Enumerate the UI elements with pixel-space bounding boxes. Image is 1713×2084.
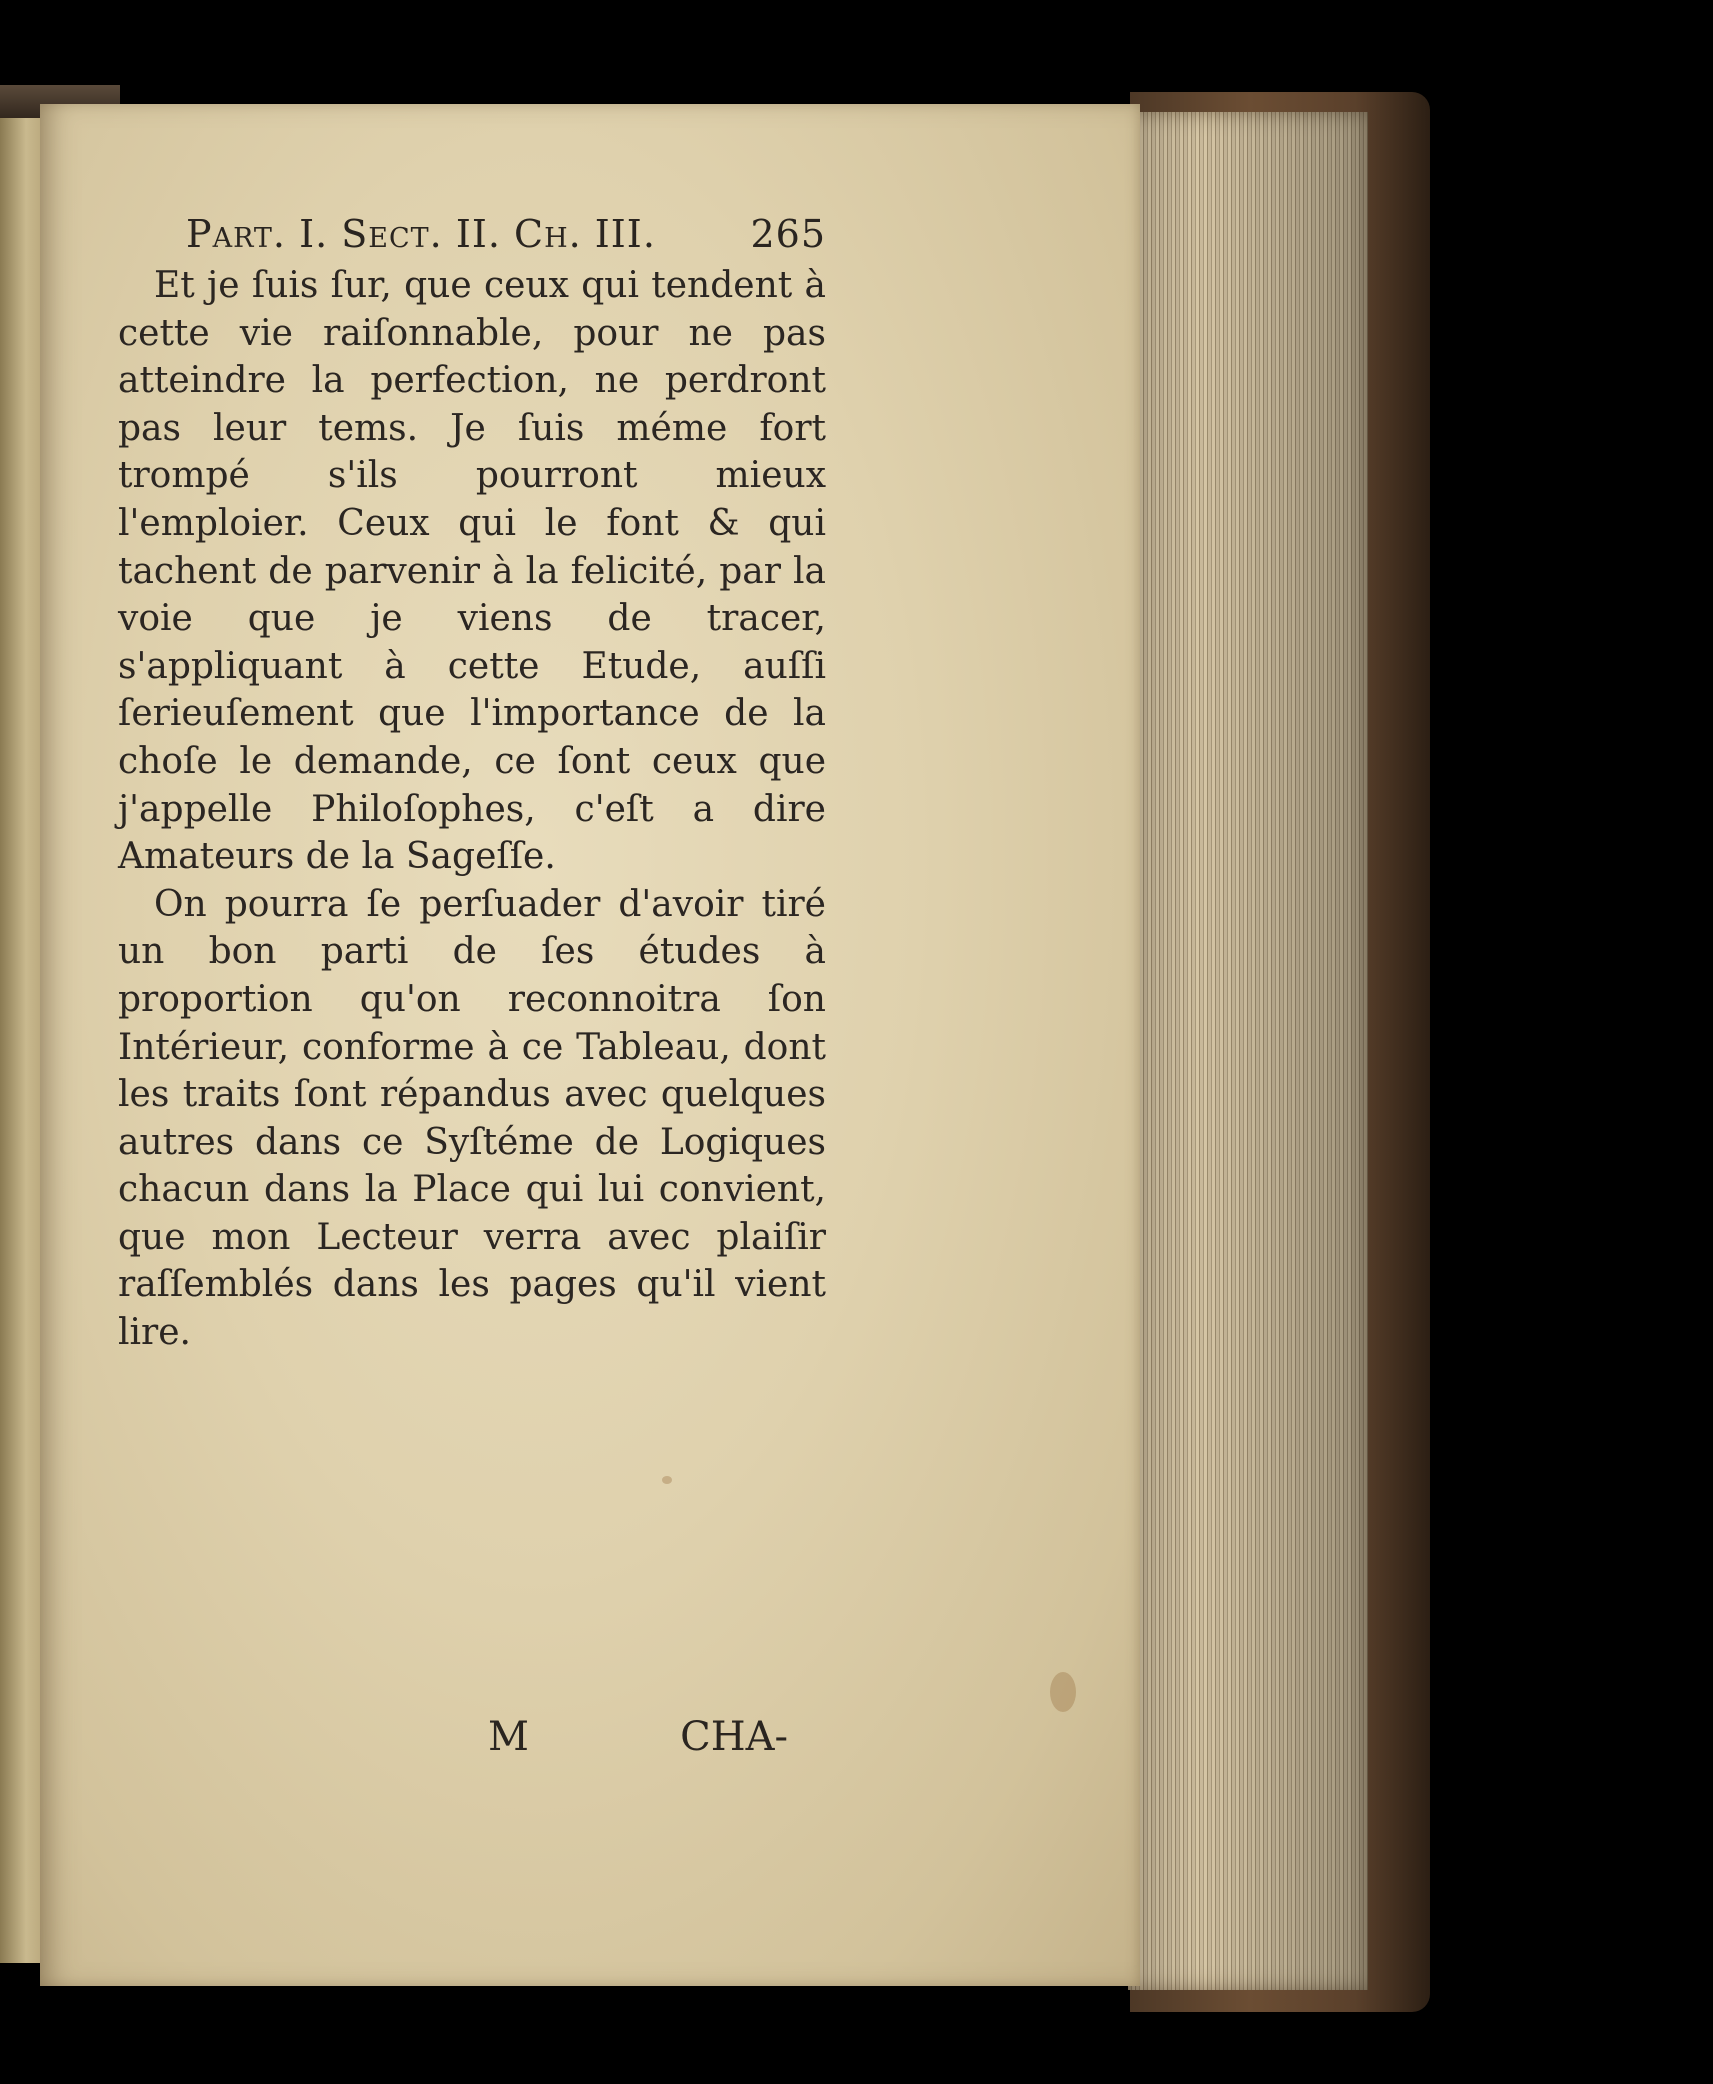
running-head: Part. I. Sect. II. Ch. III. <box>186 212 656 256</box>
page-body <box>118 262 826 1357</box>
paragraph: On pourra ſe perſuader d'avoir tiré un bon parti de ſes études à proportion qu'on reconnoitra ſon Intérieur, conforme à ce Tableau, dont les traits ſont répandus avec quelques autres dans ce Syſtéme de Logiques chacun dans la Place qui lui convient, que mon Lecteur verra avec plaiſir raſſemblés dans les pages qu'il vient lire. <box>118 883 826 1354</box>
catchword: CHA- <box>680 1714 788 1760</box>
signature-mark: M <box>488 1714 529 1760</box>
page-number: 265 <box>750 212 826 256</box>
running-header <box>186 212 826 256</box>
page-block-shade <box>1128 112 1368 1990</box>
page-footer <box>488 1714 788 1760</box>
paragraph: Et je ſuis ſur, que ceux qui tendent à cette vie raiſonnable, pour ne pas atteindre la perfection, ne perdront pas leur tems. Je ſuis méme fort trompé s'ils pourront mieux l'emploier. Ceux qui le font & qui tachent de parvenir à la felicité, par la voie que je viens de tracer, s'appliquant à cette Etude, auſſi ſerieuſement que l'importance de la choſe le demande, ce ſont ceux que j'appelle Philoſophes, c'eſt a dire Amateurs de la Sageſſe. <box>118 265 826 878</box>
page-stain <box>1050 1672 1076 1712</box>
page-stain <box>662 1476 672 1484</box>
